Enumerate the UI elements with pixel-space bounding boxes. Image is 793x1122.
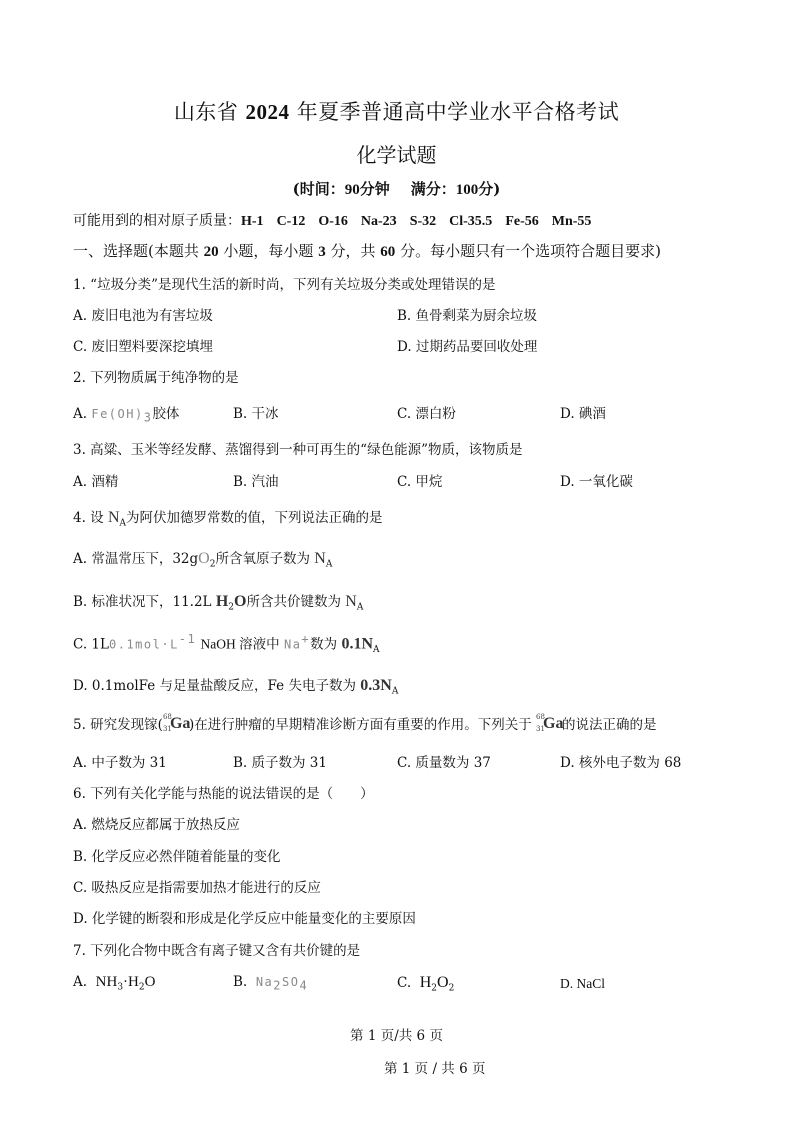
question-2-option-c: C. 漂白粉 (397, 406, 456, 422)
question-7-option-b: B. $Na_2SO_4$ (233, 974, 309, 993)
question-5-stem: 5. 研究发现镓( 68 31 Ga )在进行肿瘤的早期精准诊断方面有重要的作用。下列关于 68 31 Ga 的说法正确的是 (73, 713, 657, 733)
question-7-stem: 7. 下列化合物中既含有离子键又含有共价键的是 (73, 943, 361, 959)
question-4-option-d: D. 0.1molFe 与足量盐酸反应，Fe 失电子数为 $0.3N_A$ (73, 677, 399, 697)
exam-title: 山东省 2024 年夏季普通高中学业水平合格考试 (173, 100, 620, 124)
question-3-option-b: B. 汽油 (233, 474, 279, 490)
question-6-option-b: B. 化学反应必然伴随着能量的变化 (73, 849, 281, 865)
question-5-option-d: D. 核外电子数为 68 (560, 755, 682, 771)
question-1-option-d: D. 过期药品要回收处理 (397, 339, 538, 355)
question-2-option-d: D. 碘酒 (560, 406, 606, 422)
question-4-option-a: A. 常温常压下，$32gO_2$所含氧原子数为 $N_A$ (73, 550, 333, 570)
question-2-option-a: A. $Fe(OH)_3$胶体 (73, 406, 180, 425)
question-4-option-b: B. 标准状况下，11.2L $H_2O$所含共价键数为 $N_A$ (73, 593, 364, 613)
question-7-option-a: A. $NH_3\cdot H_2O$ (73, 974, 156, 993)
question-6-stem: 6. 下列有关化学能与热能的说法错误的是（ ） (73, 786, 374, 802)
section-heading: 一、选择题(本题共 20 小题，每小题 3 分，共 60 分。每小题只有一个选项符合题目要求) (73, 242, 661, 260)
question-5-option-c: C. 质量数为 37 (397, 755, 491, 771)
question-1-stem: 1. “垃圾分类”是现代生活的新时尚，下列有关垃圾分类或处理错误的是 (73, 277, 496, 293)
question-1-option-a: A. 废旧电池为有害垃圾 (73, 308, 213, 324)
atomic-masses: 可能用到的相对原子质量：H-1 C-12 O-16 Na-23 S-32 Cl-35.5 Fe-56 Mn-55 (73, 213, 592, 229)
exam-time-score: (时间：90分钟 满分：100分) (292, 180, 501, 198)
question-6-option-a: A. 燃烧反应都属于放热反应 (73, 817, 240, 833)
question-3-option-a: A. 酒精 (73, 474, 119, 490)
page-number-inner: 第 1 页/共 6 页 (350, 1028, 443, 1044)
gallium-isotope-symbol: 68 31 Ga (162, 713, 191, 733)
question-3-option-c: C. 甲烷 (397, 474, 443, 490)
exam-subtitle: 化学试题 (356, 143, 437, 167)
question-3-option-d: D. 一氧化碳 (560, 474, 633, 490)
question-6-option-d: D. 化学键的断裂和形成是化学反应中能量变化的主要原因 (73, 911, 416, 927)
question-2-stem: 2. 下列物质属于纯净物的是 (73, 370, 239, 386)
question-4-option-c: C. $1L0.1mol\cdot L^{-1}$ NaOH 溶液中 Na+数为 $0.1N_A$ (73, 632, 380, 656)
question-2-option-b: B. 干冰 (233, 406, 279, 422)
question-4-stem: 4. 设 $N_A$为阿伏加德罗常数的值，下列说法正确的是 (73, 509, 383, 529)
question-1-option-c: C. 废旧塑料要深挖填埋 (73, 339, 213, 355)
gallium-isotope-symbol: 68 31 Ga (536, 713, 564, 733)
question-7-option-c: C. $H_2O_2$ (397, 974, 455, 994)
question-5-option-a: A. 中子数为 31 (73, 755, 167, 771)
question-1-option-b: B. 鱼骨剩菜为厨余垃圾 (397, 308, 538, 324)
question-6-option-c: C. 吸热反应是指需要加热才能进行的反应 (73, 880, 321, 896)
question-5-option-b: B. 质子数为 31 (233, 755, 327, 771)
question-3-stem: 3. 高粱、玉米等经发酵、蒸馏得到一种可再生的“绿色能源”物质，该物质是 (73, 442, 523, 458)
page-number-outer: 第 1 页 / 共 6 页 (384, 1061, 486, 1077)
question-7-option-d: D. NaCl (560, 976, 605, 991)
